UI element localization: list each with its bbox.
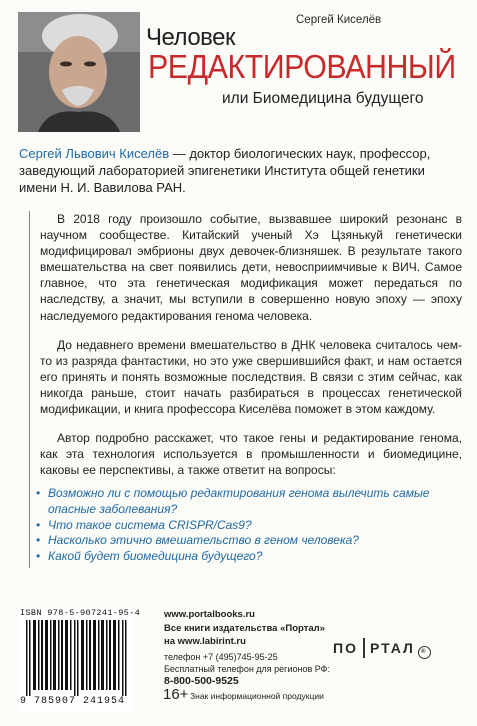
question-item: • Насколько этично вмешательство в геном человека? <box>36 533 462 549</box>
author-photo <box>18 12 140 132</box>
barcode-digits: 9 785907 241954 <box>20 696 126 707</box>
publisher-logo-left: ПО <box>333 640 358 656</box>
labirint-link[interactable]: на www.labirint.ru <box>164 636 246 647</box>
bio-author-name: Сергей Львович Киселёв <box>19 146 170 161</box>
phone: телефон +7 (495)745-95-25 <box>164 652 278 662</box>
question-item: • Какой будет биомедицина будущего? <box>36 549 462 565</box>
description-block <box>29 211 462 568</box>
bio-text: — доктор биологических наук, профессор, заведующий лабораторией эпигенетики Института общей генетики имени Н. И. Вавилова РАН. <box>19 146 431 195</box>
barcode <box>20 608 141 712</box>
website-link[interactable]: www.portalbooks.ru <box>164 609 255 620</box>
isbn: ISBN 978-5-907241-95-4 <box>20 608 141 618</box>
author-name-top: Сергей Киселёв <box>296 14 382 26</box>
paragraph: Автор подробно расскажет, что такое гены и редактирование генома, как эта технология используется в промышленности и биомедицине, каковы ее перспективы, а также ответит на вопросы: <box>40 431 462 478</box>
free-phone-label: Бесплатный телефон для регионов РФ: <box>164 664 331 674</box>
all-books-text: Все книги издательства «Портал» <box>164 623 325 634</box>
questions-list <box>30 486 462 564</box>
subtitle: или Биомедицина будущего <box>222 90 424 107</box>
paragraph: До недавнего времени вмешательство в ДНК человека считалось чем-то из разряда фантастики, но это уже свершившийся факт, и нам остается его принять и понять возможные последствия. В связи с этим сейчас, как никогда раньше, стоит начать разбираться в процессах генетической модификации, и книга профессора Киселёва поможет в этом каждому. <box>40 337 462 417</box>
age-rating-text: Знак информационной продукции <box>190 691 324 701</box>
author-bio <box>19 145 464 196</box>
registered-icon: ® <box>418 646 431 659</box>
question-item: • Что такое система CRISPR/Cas9? <box>36 518 462 534</box>
age-rating: 16+ <box>163 686 189 703</box>
title-line-1: Человек <box>146 24 235 51</box>
publisher-logo-right: РТАЛ <box>369 640 415 656</box>
barcode-bars <box>20 620 132 696</box>
question-item: • Возможно ли с помощью редактирования генома вылечить самые опасные заболевания? <box>36 486 462 517</box>
free-phone: 8-800-500-9525 <box>164 675 239 687</box>
title-main: РЕДАКТИРОВАННЫЙ <box>148 48 456 85</box>
paragraph: В 2018 году произошло событие, вызвавшее широкий резонанс в научном сообществе. Китайский ученый Хэ Цзянькуй генетически модифицировал эмбрионы двух девочек-близняшек. В результате такого вмешательства на свет появились дети, невосприимчивые к ВИЧ. Самое главное, что эта генетическая модификация может передаться по наследству, а значит, мы вступили в совершенно новую эпоху — эпоху наследуемого редактирования генома человека. <box>40 212 462 323</box>
publisher-logo <box>333 638 431 659</box>
